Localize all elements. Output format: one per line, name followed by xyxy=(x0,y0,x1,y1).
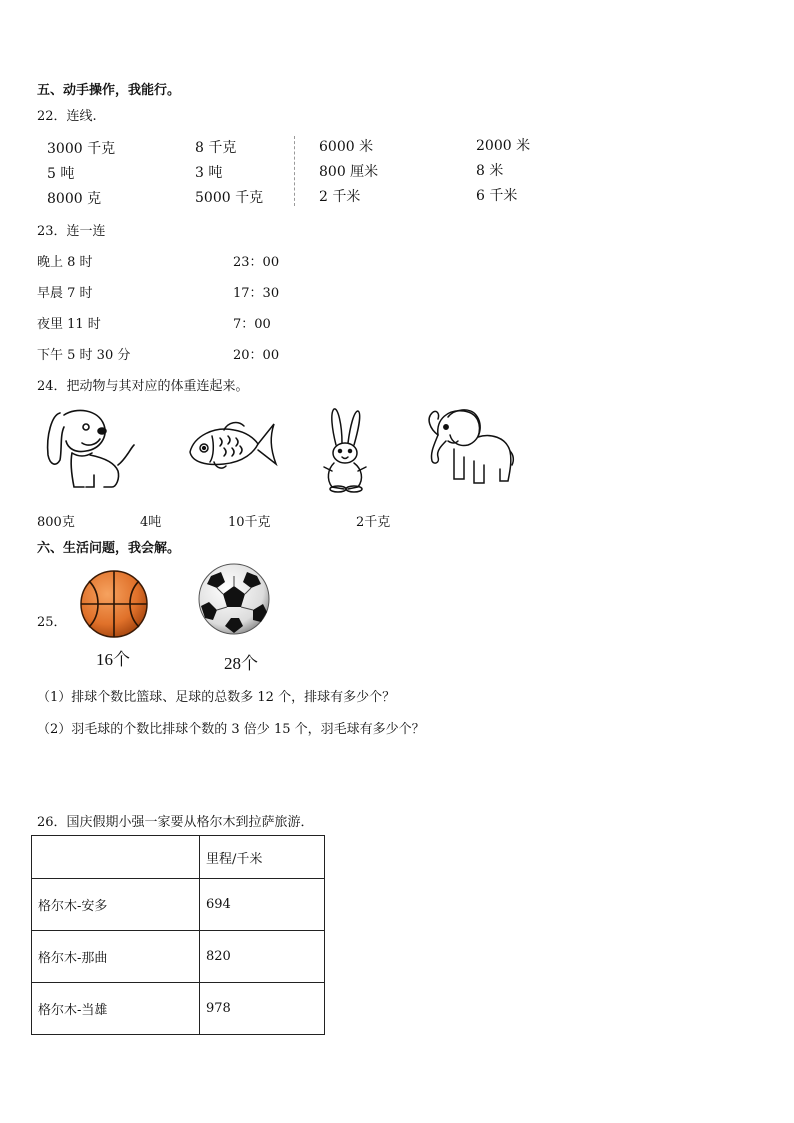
mileage-table xyxy=(31,835,325,1035)
q25-number: 25． xyxy=(37,615,67,630)
q22-col4-item: 6 千米 xyxy=(476,188,518,204)
basketball-count: 16个 xyxy=(96,650,130,669)
q22-col3-item: 800 厘米 xyxy=(319,164,379,180)
q23-left-item: 夜里 11 时 xyxy=(37,317,101,332)
q24-weight: 10千克 xyxy=(228,515,271,530)
q22-col2-item: 5000 千克 xyxy=(195,190,264,206)
basketball-icon xyxy=(79,569,149,639)
q22-col1-item: 3000 千克 xyxy=(47,141,116,157)
dog-icon xyxy=(42,405,142,495)
q22-col2-item: 8 千克 xyxy=(195,140,237,156)
q23-right-item: 20：00 xyxy=(233,348,280,363)
q25-sub1: （1）排球个数比篮球、足球的总数多 12 个，排球有多少个？ xyxy=(37,690,396,705)
q24-weight: 2千克 xyxy=(356,515,391,530)
q23-title: 23．连一连 xyxy=(37,224,106,239)
q26-title: 26．国庆假期小强一家要从格尔木到拉萨旅游． xyxy=(37,815,314,830)
table-header-cell: 里程/千米 xyxy=(200,836,325,879)
table-cell: 格尔木-那曲 xyxy=(32,931,200,983)
table-header-cell xyxy=(32,836,200,879)
table-row xyxy=(32,983,325,1035)
q23-left-item: 晚上 8 时 xyxy=(37,255,93,270)
table-cell: 格尔木-当雄 xyxy=(32,983,200,1035)
q22-col4-item: 2000 米 xyxy=(476,138,531,154)
q24-weight: 800克 xyxy=(37,515,75,530)
table-row xyxy=(32,879,325,931)
table-header-row xyxy=(32,836,325,879)
q22-col2-item: 3 吨 xyxy=(195,165,223,181)
football-count: 28个 xyxy=(224,654,258,673)
table-cell: 格尔木-安多 xyxy=(32,879,200,931)
q23-right-item: 23：00 xyxy=(233,255,280,270)
rabbit-icon xyxy=(318,405,374,495)
q23-left-item: 下午 5 时 30 分 xyxy=(37,348,131,363)
section-6-title: 六、生活问题，我会解。 xyxy=(37,541,181,556)
q24-weight: 4吨 xyxy=(140,515,162,530)
q23-right-item: 17：30 xyxy=(233,286,280,301)
football-icon xyxy=(197,562,271,636)
q22-title: 22．连线. xyxy=(37,109,97,124)
fish-icon xyxy=(184,418,280,474)
q25-sub2: （2）羽毛球的个数比排球个数的 3 倍少 15 个，羽毛球有多少个？ xyxy=(37,722,425,737)
elephant-icon xyxy=(424,405,516,491)
table-cell: 978 xyxy=(200,983,325,1035)
q23-right-item: 7：00 xyxy=(233,317,271,332)
q22-col4-item: 8 米 xyxy=(476,163,504,179)
q22-col1-item: 5 吨 xyxy=(47,166,75,182)
q22-col3-item: 6000 米 xyxy=(319,139,374,155)
q22-col1-item: 8000 克 xyxy=(47,191,102,207)
table-cell: 694 xyxy=(200,879,325,931)
q23-left-item: 早晨 7 时 xyxy=(37,286,93,301)
q22-col3-item: 2 千米 xyxy=(319,189,361,205)
table-cell: 820 xyxy=(200,931,325,983)
table-row xyxy=(32,931,325,983)
q22-divider xyxy=(294,136,295,206)
section-5-title: 五、动手操作，我能行。 xyxy=(37,83,181,98)
q24-title: 24．把动物与其对应的体重连起来。 xyxy=(37,379,249,394)
